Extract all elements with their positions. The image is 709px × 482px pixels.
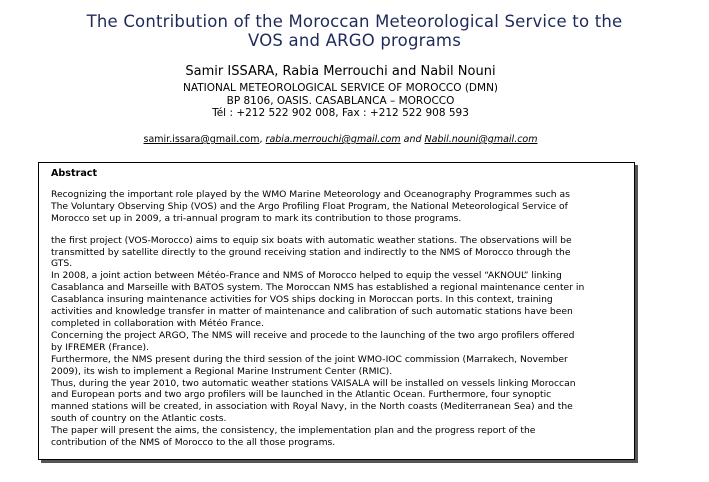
- abstract-paragraph-2: [51, 235, 626, 449]
- abstract-line: Recognizing the important role played by the WMO Marine Meteorology and Oceanography Programmes such as: [51, 188, 570, 200]
- email-separator-and: and: [400, 134, 425, 145]
- abstract-line: transmitted by satellite directly to the ground receiving station and indirectly to the NMS of Morocco through the: [51, 246, 571, 258]
- email-list: [0, 134, 681, 146]
- email-separator: ,: [259, 134, 266, 145]
- abstract-paragraph-1: [51, 189, 626, 225]
- abstract-heading: Abstract: [51, 168, 98, 179]
- abstract-line: Casablanca insuring maintenance activities for VOS ships docking in Moroccan ports. In this context, training: [51, 294, 553, 306]
- abstract-line: Furthermore, the NMS present during the third session of the joint WMO-IOC commission (Marrakech, November: [51, 353, 568, 365]
- title-line-2: VOS and ARGO programs: [248, 31, 461, 50]
- author-list: Samir ISSARA, Rabia Merrouchi and Nabil Nouni: [185, 64, 496, 79]
- abstract-line: The paper will present the aims, the consistency, the implementation plan and the progress report of the: [51, 425, 536, 437]
- affiliation-line-3: Tél : +212 522 902 008, Fax : +212 522 908 593: [212, 107, 469, 119]
- abstract-line: activities and knowledge transfer in matter of maintenance and calibration of such automatic stations have been: [51, 306, 573, 318]
- affiliation-line-1: NATIONAL METEOROLOGICAL SERVICE OF MOROCCO (DMN): [182, 82, 499, 94]
- abstract-line: Thus, during the year 2010, two automatic weather stations VAISALA will be installed on vessels linking Moroccan: [51, 377, 576, 389]
- abstract-line: Morocco set up in 2009, a tri-annual program to mark its contribution to those programs.: [51, 212, 462, 224]
- email-link-nouni[interactable]: Nabil.nouni@gmail.com: [424, 134, 538, 145]
- abstract-line: the first project (VOS-Morocco) aims to equip six boats with automatic weather stations. The observations will be: [51, 234, 572, 246]
- email-link-merrouchi[interactable]: rabia.merrouchi@gmail.com: [265, 134, 401, 145]
- affiliation-line-2: BP 8106, OASIS. CASABLANCA – MOROCCO: [226, 94, 455, 107]
- abstract-line: In 2008, a joint action between Météo-France and NMS of Morocco helped to equip the vessel “AKNOUL” linking: [51, 270, 562, 282]
- abstract-line: contribution of the NMS of Morocco to the all those programs.: [51, 437, 336, 449]
- abstract-line: 2009), its wish to implement a Regional Marine Instrument Center (RMIC).: [51, 365, 393, 377]
- abstract-line: and European ports and two argo profilers will be launched in the Atlantic Ocean. Furthermore, four synoptic: [51, 389, 552, 401]
- affiliation: [0, 82, 681, 120]
- paper-title: [0, 12, 709, 50]
- abstract-line: The Voluntary Observing Ship (VOS) and the Argo Profiling Float Program, the National Meteorological Service of: [51, 200, 568, 212]
- abstract-line: Casablanca and Marseille with BATOS system. The Moroccan NMS has established a regional maintenance center in: [51, 282, 585, 294]
- abstract-line: completed in collaboration with Météo France.: [51, 317, 265, 329]
- abstract-line: south of country on the Atlantic costs.: [51, 413, 227, 425]
- abstract-line: manned stations will be created, in association with Royal Navy, in the North coasts (Mediterranean Sea) and the: [51, 401, 573, 413]
- abstract-line: Concerning the project ARGO, The NMS will receive and procede to the launching of the two argo profilers offered: [51, 329, 575, 341]
- abstract-line: by IFREMER (France).: [51, 341, 150, 353]
- abstract-line: GTS.: [51, 258, 73, 270]
- email-link-issara[interactable]: samir.issara@gmail.com: [143, 134, 260, 145]
- abstract-box: [38, 162, 635, 460]
- title-line-1: The Contribution of the Moroccan Meteorological Service to the: [86, 12, 623, 31]
